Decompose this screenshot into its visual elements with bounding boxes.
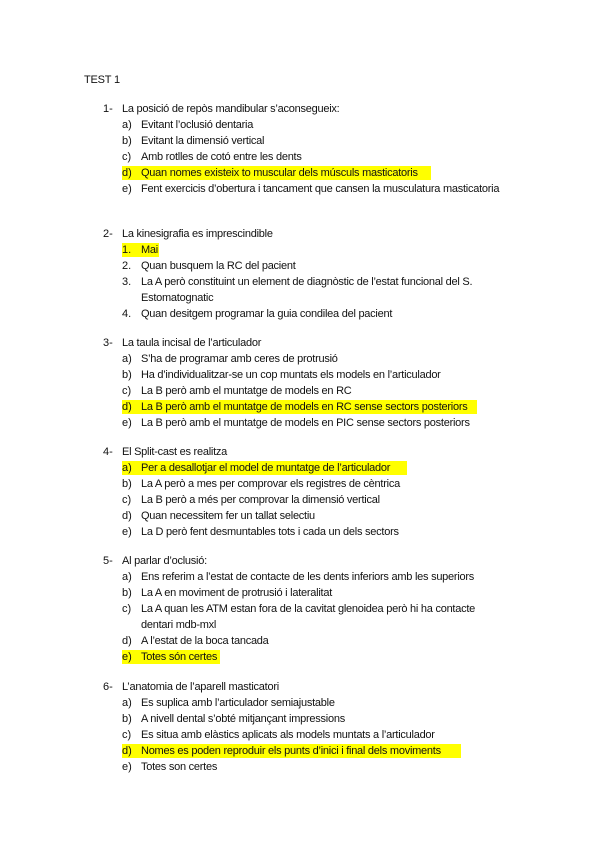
option-label: b) [122,369,132,381]
option-d [0,633,501,649]
option-label: a) [122,119,132,131]
option-b [0,711,501,727]
option-b [0,585,501,601]
option-a-highlighted [0,460,501,476]
option-d [0,508,501,524]
option-text: La A en moviment de protrusió i lateralitat [141,587,333,599]
option-1-highlighted [0,242,501,258]
document-title: TEST 1 [84,74,120,86]
option-text: Ens referim a l’estat de contacte de les dents inferiors amb les superiors [141,571,475,583]
option-label: b) [122,713,132,725]
question-number: 4- [103,446,113,458]
option-label: c) [122,385,132,397]
option-label: d) [122,401,132,413]
option-e [0,415,501,431]
option-text: Nomes es poden reproduir els punts d’inici i final dels moviments [141,745,441,757]
option-e [0,759,501,775]
option-text: Per a desallotjar el model de muntatge de l’articulador [141,462,391,474]
option-text: La A quan les ATM estan fora de la cavitat glenoidea però hi ha contacte dentari mdb-mxl [141,603,476,631]
option-label: d) [122,745,132,757]
question-number: 3- [103,337,113,349]
option-c [0,149,501,165]
option-text: Fent exercicis d’obertura i tancament que cansen la musculatura masticatoria [141,183,500,195]
question-4 [0,444,600,540]
option-2 [0,258,501,274]
option-c [0,383,501,399]
option-d-highlighted [0,743,501,759]
question-text: L’anatomia de l’aparell masticatori [122,681,279,693]
option-label: c) [122,494,132,506]
option-a [0,117,501,133]
option-b [0,133,501,149]
option-text: Ha d’individualitzar-se un cop muntats els models en l’articulador [141,369,441,381]
option-text: Quan necessitem fer un tallat selectiu [141,510,315,522]
option-text: A l’estat de la boca tancada [141,635,269,647]
option-text: Evitant l’oclusió dentaria [141,119,254,131]
option-label: 3. [122,276,132,288]
option-text: La A però a mes per comprovar els registres de cèntrica [141,478,400,490]
option-text: La B però amb el muntatge de models en RC sense sectors posteriors [141,401,468,413]
question-5 [0,553,600,665]
option-label: 1. [122,244,132,256]
option-text: Evitant la dimensió vertical [141,135,265,147]
option-text: Totes són certes [141,651,218,663]
option-label: e) [122,183,132,195]
question-text: El Split-cast es realitza [122,446,228,458]
option-label: b) [122,135,132,147]
option-label: e) [122,526,132,538]
option-d-highlighted [0,399,501,415]
option-label: a) [122,462,132,474]
option-label: b) [122,587,132,599]
question-3 [0,335,600,431]
option-text: Quan nomes existeix to muscular dels músculs masticatoris [141,167,418,179]
option-label: c) [122,603,132,615]
option-d-highlighted [0,165,501,181]
option-text: Mai [141,244,158,256]
option-text: La D però fent desmuntables tots i cada un dels sectors [141,526,399,538]
option-label: e) [122,417,132,429]
option-text: La B però amb el muntatge de models en PIC sense sectors posteriors [141,417,470,429]
option-label: d) [122,167,132,179]
option-label: 2. [122,260,132,272]
option-text: S’ha de programar amb ceres de protrusió [141,353,338,365]
option-label: b) [122,478,132,490]
option-b [0,476,501,492]
question-1 [0,101,600,197]
option-text: La A però constituint un element de diagnòstic de l’estat funcional del S. Estomatognatic [141,276,473,304]
option-label: c) [122,729,132,741]
question-text: Al parlar d’oclusió: [122,555,207,567]
question-text: La posició de repòs mandibular s’aconsegueix: [122,103,340,115]
option-label: d) [122,635,132,647]
option-a [0,695,501,711]
option-e [0,524,501,540]
option-text: Quan busquem la RC del pacient [141,260,296,272]
option-label: a) [122,697,132,709]
option-label: e) [122,761,132,773]
question-number: 1- [103,103,113,115]
question-text: La kinesigrafia es imprescindible [122,228,273,240]
option-label: c) [122,151,132,163]
question-number: 5- [103,555,113,567]
option-text: Es suplica amb l’articulador semiajustable [141,697,335,709]
option-label: 4. [122,308,132,320]
option-label: d) [122,510,132,522]
option-c [0,601,501,633]
option-e [0,181,501,197]
option-text: Quan desitgem programar la guia condilea del pacient [141,308,393,320]
option-3 [0,274,501,306]
option-a [0,569,501,585]
option-text: La B però amb el muntatge de models en RC [141,385,352,397]
option-4 [0,306,501,322]
option-e-highlighted [0,649,501,665]
option-c [0,727,501,743]
option-label: e) [122,651,132,663]
option-c [0,492,501,508]
option-text: La B però a més per comprovar la dimensió vertical [141,494,380,506]
option-b [0,367,501,383]
question-text: La taula incisal de l’articulador [122,337,262,349]
question-6 [0,679,600,775]
option-text: A nivell dental s’obté mitjançant impressions [141,713,345,725]
option-text: Amb rotlles de cotó entre les dents [141,151,302,163]
option-text: Totes son certes [141,761,218,773]
option-a [0,351,501,367]
question-number: 2- [103,228,113,240]
question-number: 6- [103,681,113,693]
option-text: Es situa amb elàstics aplicats als models muntats a l’articulador [141,729,435,741]
question-2 [0,226,600,322]
option-label: a) [122,353,132,365]
option-label: a) [122,571,132,583]
